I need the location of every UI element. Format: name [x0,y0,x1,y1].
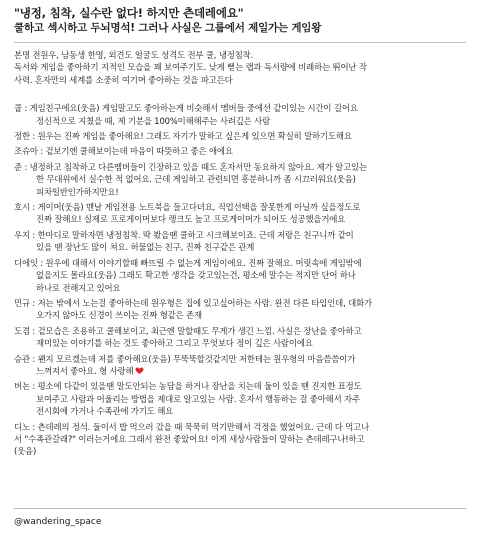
page-title: "냉정, 침착, 실수란 없다! 하지만 츤데레에요" [14,6,244,20]
member-comment [14,353,466,378]
comment-line: 디노 : 츤데레의 정석. 둘이서 밥 먹으러 갔을 때 묵묵히 먹기만해서 걱정을 했었어요. 근데 다 먹고나 [14,421,370,432]
comment-line: 준 : 냉정하고 침착하고 다른멤버들이 긴장하고 있을 때도 혼자서만 동요하지 않아요. 제가 알고있는 [14,161,367,172]
comment-line: 민규 : 저는 밖에서 노는걸 좋아하는데 원우형은 집에 있고싶어하는 사람. 완전 다른 타입인데, 대화가 [14,297,372,308]
comment-line: 서 "수족관갈래?" 이러는거에요 그래서 완전 좋았어요! 이게 세상사람들이 말하는 츤데레구나!하고 [14,433,365,444]
comment-line: 승관 : 왠지 모르겠는데 저를 좋아해요(웃음) 무뚝뚝할것같지만 저한테는 원우형의 마음씀씀이가 [14,353,356,364]
comment-line: 진짜 잘해요! 실제로 프로게이머보다 랭크도 높고 프로게이머가 되어도 성공했을거에요 [36,214,346,225]
comment-line: 쿱 : 게임친구에요(웃음) 게임말고도 좋아하는게 비슷해서 멤버들 중에선 같이있는 시간이 길어요 [14,103,358,114]
comment-line: 하나로 전해지고 있어요 [36,282,121,293]
member-comment [14,229,466,254]
member-comment [14,297,466,322]
comment-line: 재미있는 이야기를 하는 것도 좋아하고 그리고 무엇보다 정이 깊은 사람이에요 [36,338,313,349]
comment-line: 오가지 않아도 신경이 쓰이는 진짜 형같은 존재 [36,310,202,321]
member-comment [14,130,466,142]
member-comment [14,201,466,226]
footer-divider [14,508,466,509]
intro-line: 사력. 혼자만의 세계를 소중히 여기며 좋아하는 것을 파고든다 [14,74,233,85]
comment-line: 전시회에 가거나 수족관에 가기도 해요 [36,406,174,417]
comment-line: 느껴져서 좋아요. 형 사랑해 [36,365,134,376]
member-comment [14,102,466,127]
comment-line: (웃음) [14,446,37,457]
member-comment [14,161,466,198]
comment-line: 있을 땐 장난도 많이 쳐요. 허물없는 친구, 진짜 친구같은 관계 [36,242,255,253]
header-divider [14,42,466,43]
comment-line: 정신적으로 지쳤을 때, 제 기분을 100%이해해주는 사려깊은 사람 [36,115,271,126]
comment-line: 도겸 : 겉모습은 조용하고 쿨해보이고, 최근엔 말할때도 무게가 생긴 느낌. 사실은 장난을 좋아하고 [14,325,362,336]
author-handle: @wandering_space [14,517,102,527]
intro-line: 독서와 게임을 좋아하기 지적인 모습을 꽤 보여주기도. 낮게 뻗는 랩과 독서량에 비례하는 뛰어난 작 [14,62,367,73]
member-comment [14,257,466,294]
intro-paragraph [14,49,466,86]
comment-line: 없을지도 몰라요(웃음) 그래도 확고한 생각을 갖고있는건, 평소에 말수는 적지만 단어 하나 [36,270,356,281]
member-comment [14,421,466,458]
comment-line: 디에잇 : 원우에 대해서 이야기할때 빠뜨릴 수 없는게 게임이에요. 진짜 잘해요. 머릿속에 게임밖에 [14,257,362,268]
comment-line: 버논 : 평소에 다같이 있을땐 말도안되는 농담을 하거나 장난을 치는데 둘이 있을 땐 진지한 표정도 [14,381,362,392]
comment-line: 정한 : 원우는 진짜 게임을 좋아해요! 그래도 자기가 말하고 싶은게 있으면 확실히 말하기도해요 [14,131,352,142]
heart-icon [135,366,144,375]
comment-line: 한 무대위에서 실수한 적 없어요. 근데 게임하고 관련되면 흥분하니까 좀 시끄러워요(웃음) [36,174,356,185]
page-subtitle: 쿨하고 섹시하고 두뇌명석! 그러나 사실은 그룹에서 제일가는 게임왕 [14,22,322,34]
comment-line: 보여주고 사람과 어울리는 방법을 제대로 알고있는 사람. 혼자서 행동하는 걸 좋아해서 자주 [36,393,360,404]
intro-line: 본명 전원우, 남동생 한명, 외견도 얼굴도 성격도 전부 쿨, 냉정침착. [14,50,254,60]
comment-line: 조슈아 : 겉보기엔 쿨해보이는데 마음이 따뜻하고 좋은 애에요 [14,146,233,157]
member-comment [14,325,466,350]
member-comment [14,145,466,157]
comment-line: 우지 : 한마디로 말하자면 냉정침착. 딱 봤을땐 쿨하고 시크해보이죠. 근데 저랑은 친구니까 같이 [14,229,354,240]
comment-line: 피차일반인가하지만요! [36,186,119,197]
comment-line: 호시 : 게이머(웃음) 맨날 게임전용 노트북을 들고다녀요, 직업선택을 잘못한게 아닐까 싶을정도로 [14,202,361,213]
member-comment [14,380,466,417]
member-comments-list [14,102,466,458]
